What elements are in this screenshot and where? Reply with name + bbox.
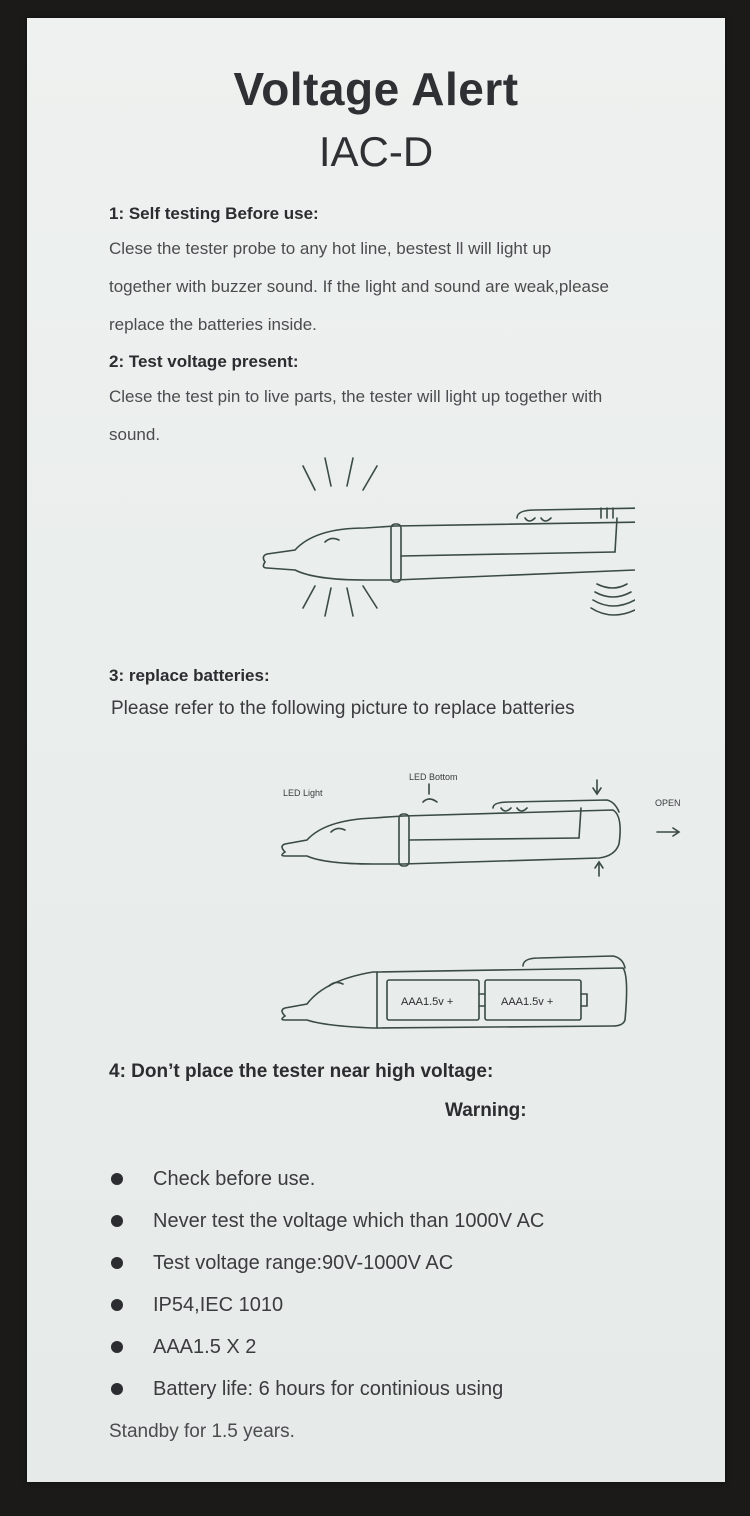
list-item xyxy=(111,1326,544,1368)
tester-body xyxy=(282,810,620,864)
warning-list xyxy=(111,1158,544,1410)
bullet-icon xyxy=(111,1173,123,1185)
light-ray xyxy=(363,466,377,490)
list-item xyxy=(111,1242,544,1284)
light-ray xyxy=(347,588,353,616)
light-ray xyxy=(325,588,331,616)
instruction-sheet xyxy=(27,18,725,1482)
list-item xyxy=(111,1200,544,1242)
list-item-text: Never test the voltage which than 1000V AC xyxy=(153,1210,545,1232)
battery-connector xyxy=(479,994,485,1006)
light-ray xyxy=(303,586,315,608)
section-3-heading: 3: replace batteries: xyxy=(109,666,270,685)
standby-text: Standby for 1.5 years. xyxy=(109,1421,295,1442)
section-1-line: replace the batteries inside. xyxy=(109,315,317,334)
tester-batteries-illustration xyxy=(273,936,643,1036)
section-1-line: together with buzzer sound. If the light and sound are weak,please xyxy=(109,277,609,296)
section-1-line: Clese the tester probe to any hot line, bestest ll will light up xyxy=(109,239,552,258)
led-bottom-label: LED Bottom xyxy=(409,772,458,782)
tester-clip-detail xyxy=(501,808,527,811)
section-2-line: Clese the test pin to live parts, the tester will light up together with xyxy=(109,387,603,406)
open-label: OPEN xyxy=(655,798,681,808)
document-title: Voltage Alert xyxy=(233,63,519,115)
bullet-icon xyxy=(111,1299,123,1311)
list-item-text: Check before use. xyxy=(153,1168,316,1190)
led-light-label: LED Light xyxy=(283,788,323,798)
section-1-body xyxy=(109,230,709,344)
list-item xyxy=(111,1158,544,1200)
led-bump xyxy=(331,828,345,832)
tester-inner-line xyxy=(409,838,579,840)
list-item-text: Battery life: 6 hours for continious using xyxy=(153,1378,504,1400)
bullet-icon xyxy=(111,1341,123,1353)
led-bump xyxy=(325,538,339,542)
section-1-heading: 1: Self testing Before use: xyxy=(109,204,319,223)
tester-ring xyxy=(391,524,401,582)
sound-wave xyxy=(593,600,635,606)
section-4-heading: 4: Don’t place the tester near high voltage: xyxy=(109,1061,494,1082)
tester-clip-detail xyxy=(525,518,551,521)
tester-body xyxy=(263,522,635,580)
battery-1-label: AAA1.5v + xyxy=(401,996,454,1008)
tester-clip xyxy=(523,956,625,968)
section-2-line: sound. xyxy=(109,425,161,444)
section-3-text: Please refer to the following picture to replace batteries xyxy=(111,698,575,719)
tester-cap xyxy=(282,972,377,1028)
bullet-icon xyxy=(111,1215,123,1227)
warning-heading: Warning: xyxy=(445,1100,527,1121)
model-number: IAC-D xyxy=(318,128,434,175)
tester-ring xyxy=(399,814,409,866)
battery-2-label: AAA1.5v + xyxy=(501,996,554,1008)
light-ray xyxy=(325,458,331,486)
section-2-body xyxy=(109,378,709,454)
list-item-text: IP54,IEC 1010 xyxy=(153,1294,284,1316)
bullet-icon xyxy=(111,1383,123,1395)
tester-parts-illustration xyxy=(273,760,693,880)
sound-wave xyxy=(591,608,635,615)
section-2-heading: 2: Test voltage present: xyxy=(109,352,299,371)
light-ray xyxy=(303,466,315,490)
battery-terminal xyxy=(581,994,587,1006)
sound-wave xyxy=(595,592,631,597)
led-bottom-button xyxy=(423,799,437,802)
light-ray xyxy=(363,586,377,608)
list-item-text: Test voltage range:90V-1000V AC xyxy=(153,1252,454,1274)
list-item-text: AAA1.5 X 2 xyxy=(153,1336,257,1358)
light-ray xyxy=(347,458,353,486)
tester-inner-line xyxy=(579,808,581,838)
list-item xyxy=(111,1284,544,1326)
tester-inner-line xyxy=(401,552,615,556)
tester-light-sound-illustration xyxy=(255,456,635,626)
sound-wave xyxy=(597,584,627,588)
bullet-icon xyxy=(111,1257,123,1269)
list-item xyxy=(111,1368,544,1410)
